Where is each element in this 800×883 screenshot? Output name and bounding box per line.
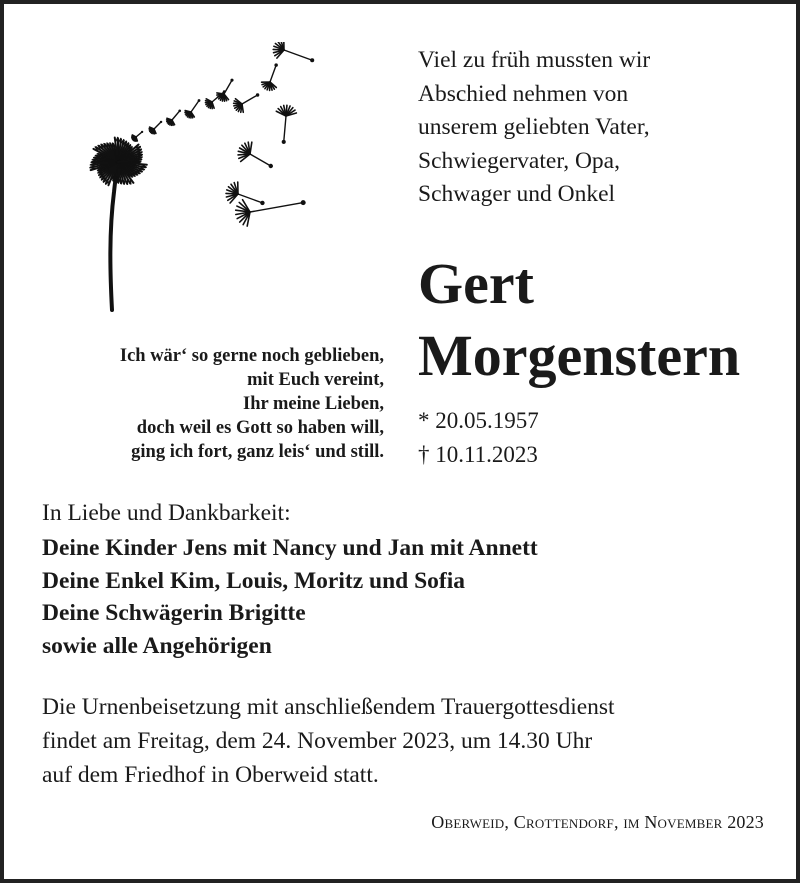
intro-line: Schwager und Onkel (418, 181, 616, 207)
intro-text (418, 44, 778, 212)
last-name: Morgenstern (418, 323, 741, 388)
life-dates (418, 404, 539, 472)
poem-line: ging ich fort, ganz leis‘ und still. (131, 442, 384, 462)
death-date: † 10.11.2023 (418, 442, 538, 467)
funeral-line: Die Urnenbeisetzung mit anschließendem Trauergottesdienst (42, 694, 615, 720)
intro-line: Viel zu früh mussten wir (418, 47, 651, 73)
mourner-line: sowie alle Angehörigen (42, 632, 272, 659)
deceased-name (418, 248, 740, 392)
intro-line: Schwiegervater, Opa, (418, 147, 620, 174)
intro-line: unserem geliebten Vater, (418, 114, 650, 140)
funeral-line: auf dem Friedhof in Oberweid statt. (42, 762, 379, 788)
poem (44, 344, 384, 464)
intro-line: Abschied nehmen von (418, 80, 629, 107)
mourner-line: Deine Kinder Jens mit Nancy und Jan mit Annett (42, 535, 538, 561)
mourner-line: Deine Schwägerin Brigitte (42, 600, 306, 626)
mourners-intro: In Liebe und Dankbarkeit: (42, 500, 291, 526)
dandelion-icon (74, 42, 334, 314)
poem-line: doch weil es Gott so haben will, (136, 418, 384, 438)
poem-line: Ihr meine Lieben, (243, 394, 384, 414)
place-and-date: Oberweid, Crottendorf, im November 2023 (431, 812, 764, 832)
first-name: Gert (418, 251, 534, 316)
birth-date: * 20.05.1957 (418, 408, 539, 433)
funeral-line: findet am Freitag, dem 24. November 2023, um 14.30 Uhr (42, 728, 593, 754)
poem-line: mit Euch vereint, (247, 370, 384, 390)
poem-line: Ich wär‘ so gerne noch geblieben, (119, 346, 384, 366)
mourner-line: Deine Enkel Kim, Louis, Moritz und Sofia (42, 567, 466, 594)
mourners-list (42, 532, 538, 662)
funeral-details (42, 690, 615, 792)
